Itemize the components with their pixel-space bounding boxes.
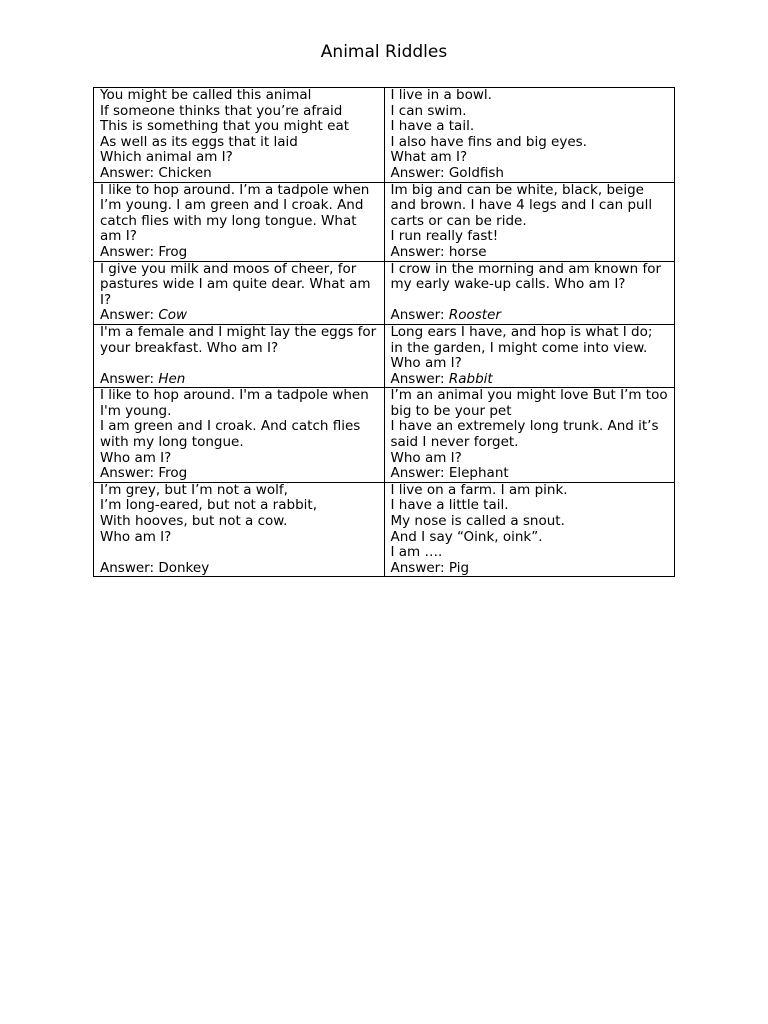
- answer-label: Answer:: [390, 164, 445, 181]
- answer-line: [100, 245, 378, 261]
- answer-label: Answer:: [390, 370, 445, 387]
- riddle-text: I’m grey, but I’m not a wolf, I’m long-eared, but not a rabbit, With hooves, but not a cow. Who am I?: [100, 481, 317, 545]
- riddle-cell: [94, 482, 385, 577]
- riddles-table: [93, 87, 675, 577]
- answer-value: Hen: [158, 370, 186, 387]
- answer-label: Answer:: [390, 465, 445, 482]
- riddle-text: You might be called this animal If someone thinks that you’re afraid This is something that you might eat As well as its eggs that it laid Which animal am I?: [100, 87, 350, 166]
- riddle-text: I like to hop around. I’m a tadpole when I’m young. I am green and I croak. And catch flies with my long tongue. What am I?: [100, 181, 370, 245]
- answer-value: Cow: [158, 307, 188, 324]
- answer-line: [391, 166, 669, 182]
- answer-value: horse: [448, 243, 487, 260]
- table-row: [94, 88, 675, 183]
- answer-value: Frog: [158, 465, 188, 482]
- riddle-text: I live on a farm. I am pink. I have a little tail. My nose is called a snout. And I say “Oink, oink”. I am ….: [390, 481, 568, 561]
- riddle-cell: [384, 482, 675, 577]
- answer-label: Answer:: [100, 559, 155, 576]
- answer-value: Chicken: [158, 164, 212, 181]
- riddle-text: I give you milk and moos of cheer, for pastures wide I am quite dear. What am I?: [100, 260, 371, 308]
- answer-value: Rooster: [448, 307, 501, 324]
- answer-label: Answer:: [100, 243, 155, 260]
- riddle-text: Long ears I have, and hop is what I do; in the garden, I might come into view. Who am I?: [390, 323, 653, 372]
- riddle-cell: [94, 388, 385, 483]
- answer-value: Donkey: [158, 559, 210, 576]
- answer-label: Answer:: [100, 307, 155, 324]
- riddles-table-body: [94, 88, 675, 577]
- answer-label: Answer:: [100, 370, 155, 387]
- answer-line: [391, 561, 669, 577]
- answer-value: Rabbit: [448, 370, 493, 387]
- table-row: [94, 182, 675, 261]
- answer-line: [100, 561, 378, 577]
- riddle-text: I like to hop around. I'm a tadpole when I'm young. I am green and I croak. And catch flies with my long tongue. Who am I?: [100, 387, 369, 466]
- riddle-cell: [384, 324, 675, 387]
- riddle-cell: [94, 182, 385, 261]
- riddle-text: I'm a female and I might lay the eggs for your breakfast. Who am I?: [100, 323, 377, 356]
- riddle-cell: [94, 324, 385, 387]
- answer-label: Answer:: [390, 559, 445, 576]
- riddle-cell: [384, 182, 675, 261]
- riddle-cell: [384, 88, 675, 183]
- table-row: [94, 324, 675, 387]
- answer-line: [391, 245, 669, 261]
- table-row: [94, 388, 675, 483]
- answer-line: [391, 308, 669, 324]
- riddle-cell: [94, 88, 385, 183]
- answer-line: [100, 466, 378, 482]
- answer-label: Answer:: [390, 307, 445, 324]
- riddle-text: I live in a bowl. I can swim. I have a tail. I also have fins and big eyes. What am I?: [390, 87, 587, 166]
- answer-value: Elephant: [448, 465, 509, 482]
- riddle-cell: [384, 388, 675, 483]
- answer-line: [391, 466, 669, 482]
- riddle-cell: [384, 261, 675, 324]
- riddle-text: Im big and can be white, black, beige and brown. I have 4 legs and I can pull carts or can be ride. I run really fast!: [390, 181, 653, 245]
- table-row: [94, 482, 675, 577]
- answer-value: Frog: [158, 243, 188, 260]
- answer-value: Goldfish: [448, 164, 504, 181]
- riddle-cell: [94, 261, 385, 324]
- answer-value: Pig: [448, 559, 470, 576]
- answer-line: [100, 372, 378, 388]
- table-row: [94, 261, 675, 324]
- answer-line: [100, 166, 378, 182]
- answer-label: Answer:: [390, 243, 445, 260]
- answer-label: Answer:: [100, 164, 155, 181]
- answer-label: Answer:: [100, 465, 155, 482]
- riddle-text: I crow in the morning and am known for my early wake-up calls. Who am I?: [390, 260, 662, 293]
- answer-line: [391, 372, 669, 388]
- answer-line: [100, 308, 378, 324]
- riddle-text: I’m an animal you might love But I’m too big to be your pet I have an extremely long trunk. And it’s said I never forget. Who am I?: [390, 387, 668, 466]
- page-title: Animal Riddles: [320, 42, 448, 62]
